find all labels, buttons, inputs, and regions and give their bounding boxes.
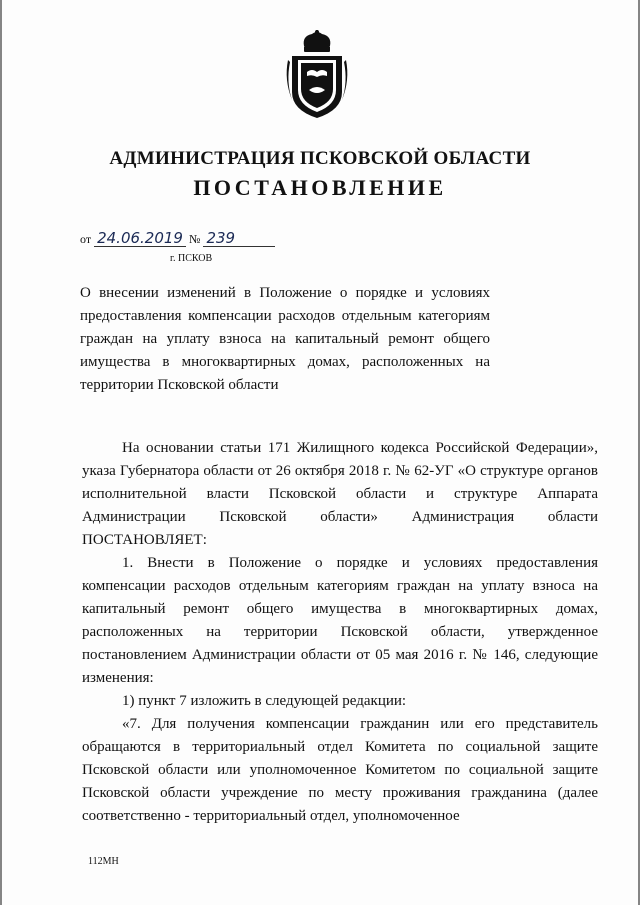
organization-name: АДМИНИСТРАЦИЯ ПСКОВСКОЙ ОБЛАСТИ <box>109 148 531 169</box>
paragraph: 1. Внести в Положение о порядке и условиях предоставления компенсации расходов отдельным категориям граждан на уплату взноса на капитальный ремонт общего имущества в многоквартирных домах, расположенных на территории Псковской области, утвержденное постановлением Администрации области от 05 мая 2016 г. № 146, следующие изменения: <box>82 555 598 686</box>
document-body <box>82 437 598 828</box>
date-number-line <box>80 230 275 247</box>
number-label: № <box>188 232 201 246</box>
date-prefix: от <box>80 232 92 246</box>
document-number: 239 <box>203 230 275 247</box>
document-title: О внесении изменений в Положение о порядке и условиях предоставления компенсации расходов отдельным категориям граждан на уплату взноса на капитальный ремонт общего имущества в многоквартирных домах, расположенных на территории Псковской области <box>80 285 490 393</box>
paragraph: «7. Для получения компенсации гражданин или его представитель обращаются в территориальный отдел Комитета по социальной защите Псковской области или уполномоченное Комитетом по социальной защите Псковской области учреждение по месту проживания гражданина (далее соответственно - территориальный отдел, уполномоченное <box>82 716 598 824</box>
scan-edge-left <box>0 0 2 905</box>
document-date: 24.06.2019 <box>94 230 186 247</box>
paragraph: На основании статьи 171 Жилищного кодекса Российской Федерации», указа Губернатора области от 26 октября 2018 г. № 62-УГ «О структуре органов исполнительной власти Псковской области и структуре Аппарата Администрации Псковской области» Администрация области ПОСТАНОВЛЯЕТ: <box>82 440 598 548</box>
document-type: ПОСТАНОВЛЕНИЕ <box>193 175 447 200</box>
city-label: г. ПСКОВ <box>170 253 213 264</box>
paragraph: 1) пункт 7 изложить в следующей редакции: <box>122 693 407 709</box>
coat-of-arms-icon <box>282 30 352 122</box>
footer-code: 112МН <box>88 856 119 867</box>
